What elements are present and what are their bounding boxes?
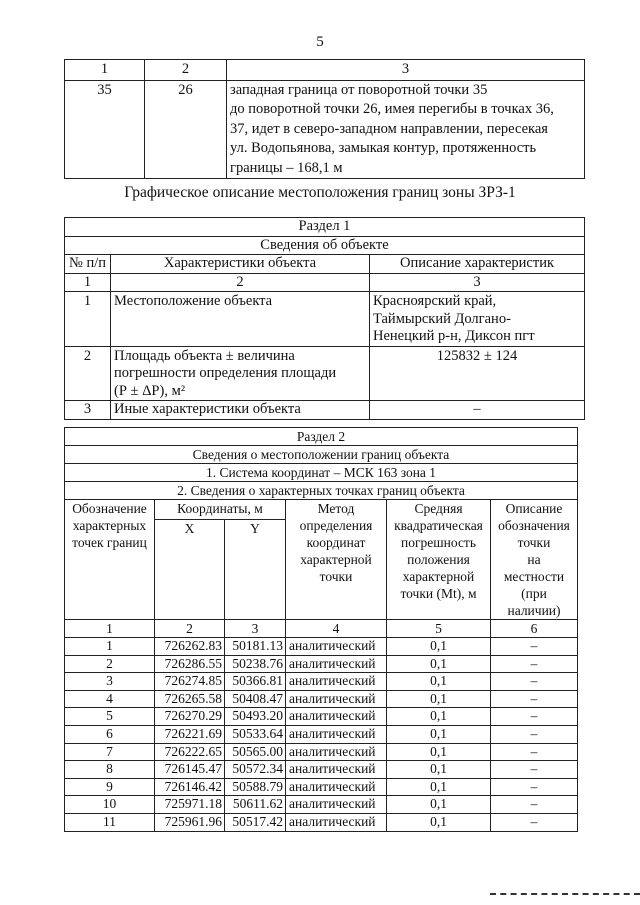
- from-point: 35: [65, 80, 145, 179]
- text-line: Площадь объекта ± величина: [114, 347, 295, 364]
- method: аналитический: [286, 796, 387, 814]
- header-line: характерной: [402, 569, 475, 584]
- boundary-description-table: [64, 59, 585, 179]
- text-line: западная граница от поворотной точки 35: [230, 81, 488, 98]
- x-coordinate: 726262.83: [155, 638, 225, 656]
- marking-description: –: [491, 725, 578, 743]
- table-row: [65, 346, 585, 401]
- point-number: 8: [65, 761, 155, 779]
- characteristic-name: [111, 346, 370, 401]
- to-point: 26: [145, 80, 227, 179]
- points-body: [65, 638, 578, 832]
- column-number: 2: [111, 273, 370, 292]
- characteristic-name: [111, 292, 370, 347]
- characteristic-name: Иные характеристики объекта: [111, 401, 370, 420]
- accuracy-value: 0,1: [387, 796, 491, 814]
- column-header: № п/п: [65, 255, 111, 274]
- table-header-row: [65, 255, 585, 274]
- accuracy-value: 0,1: [387, 743, 491, 761]
- marking-description: –: [491, 673, 578, 691]
- header-line: характерных: [72, 518, 147, 533]
- header-line: (при: [521, 586, 547, 601]
- text-line: Местоположение объекта: [114, 293, 273, 309]
- column-number: 2: [155, 620, 225, 638]
- row-number: 3: [65, 401, 111, 420]
- point-number: 6: [65, 725, 155, 743]
- header-line: наличии): [507, 603, 561, 618]
- section-subtitle: Сведения об объекте: [65, 236, 585, 255]
- row-number: 1: [65, 292, 111, 347]
- text-line: границы – 168,1 м: [230, 159, 343, 176]
- column-number: 1: [65, 60, 145, 81]
- accuracy-value: 0,1: [387, 690, 491, 708]
- table-row: [65, 655, 578, 673]
- table-row: [65, 690, 578, 708]
- table-row: [65, 638, 578, 656]
- text-line: ул. Водопьянова, замыкая контур, протяженность: [230, 140, 537, 156]
- method: аналитический: [286, 813, 387, 831]
- column-number: 3: [225, 620, 286, 638]
- marking-description: –: [491, 796, 578, 814]
- characteristic-value: [370, 292, 585, 347]
- marking-description: –: [491, 690, 578, 708]
- table-header-row: [65, 60, 585, 81]
- column-number: 1: [65, 620, 155, 638]
- table-row: [65, 743, 578, 761]
- x-coordinate: 726274.85: [155, 673, 225, 691]
- y-coordinate: 50533.64: [225, 725, 286, 743]
- header-line: квадратическая: [394, 518, 483, 533]
- x-coordinate: 726222.65: [155, 743, 225, 761]
- y-header: Y: [225, 520, 286, 620]
- text-line: погрешности определения площади: [114, 365, 337, 381]
- y-coordinate: 50366.81: [225, 673, 286, 691]
- header-line: точки (Mt), м: [400, 586, 477, 601]
- column-number: 3: [227, 60, 585, 81]
- table-row: [65, 401, 585, 420]
- point-number: 10: [65, 796, 155, 814]
- table-row: [65, 778, 578, 796]
- column-number: 2: [145, 60, 227, 81]
- column-numbers-row: [65, 273, 585, 292]
- text-line: 37, идет в северо-западном направлении, пересекая: [230, 120, 548, 137]
- method: аналитический: [286, 761, 387, 779]
- section-title: Раздел 1: [65, 218, 585, 237]
- method: аналитический: [286, 673, 387, 691]
- x-coordinate: 726270.29: [155, 708, 225, 726]
- table-header-row: [65, 500, 578, 520]
- column-number: 4: [286, 620, 387, 638]
- accuracy-value: 0,1: [387, 813, 491, 831]
- coordinate-system: 1. Система координат – МСК 163 зона 1: [65, 464, 578, 482]
- characteristic-value: 125832 ± 124: [370, 346, 585, 401]
- x-header: X: [155, 520, 225, 620]
- section1-table: [64, 217, 585, 420]
- row-number: 2: [65, 346, 111, 401]
- x-coordinate: 726146.42: [155, 778, 225, 796]
- column-numbers-row: [65, 620, 578, 638]
- point-number: 7: [65, 743, 155, 761]
- point-number: 3: [65, 673, 155, 691]
- text-line: (Р ± ΔР), м²: [114, 382, 186, 399]
- header-line: характерной: [300, 552, 372, 567]
- accuracy-value: 0,1: [387, 761, 491, 779]
- column-header: Характеристики объекта: [111, 255, 370, 274]
- x-coordinate: 726221.69: [155, 725, 225, 743]
- marking-description: –: [491, 655, 578, 673]
- accuracy-value: 0,1: [387, 708, 491, 726]
- marking-description: –: [491, 708, 578, 726]
- method: аналитический: [286, 743, 387, 761]
- column-header: Описание характеристик: [370, 255, 585, 274]
- accuracy-value: 0,1: [387, 725, 491, 743]
- header-line: точек границ: [72, 535, 147, 550]
- marking-description: –: [491, 743, 578, 761]
- method: аналитический: [286, 690, 387, 708]
- characteristic-value: –: [370, 401, 585, 420]
- text-line: Ненецкий р-н, Диксон пгт: [373, 328, 535, 344]
- coordinates-header: Координаты, м: [155, 500, 286, 520]
- marking-description: –: [491, 761, 578, 779]
- point-number: 5: [65, 708, 155, 726]
- x-coordinate: 725961.96: [155, 813, 225, 831]
- text-line: Таймырский Долгано-: [373, 310, 511, 327]
- method: аналитический: [286, 725, 387, 743]
- y-coordinate: 50238.76: [225, 655, 286, 673]
- column-number: 1: [65, 273, 111, 292]
- table-row: [65, 292, 585, 347]
- method: аналитический: [286, 708, 387, 726]
- table-row: [65, 708, 578, 726]
- y-coordinate: 50588.79: [225, 778, 286, 796]
- marking-header: [491, 500, 578, 620]
- method: аналитический: [286, 638, 387, 656]
- boundary-text: [227, 80, 585, 179]
- accuracy-value: 0,1: [387, 778, 491, 796]
- points-title: 2. Сведения о характерных точках границ объекта: [65, 482, 578, 500]
- header-line: точки: [319, 569, 353, 584]
- point-number: 11: [65, 813, 155, 831]
- header-line: координат: [306, 535, 366, 550]
- table-row: [65, 761, 578, 779]
- header-line: Описание: [505, 501, 563, 516]
- y-coordinate: 50572.34: [225, 761, 286, 779]
- point-number: 4: [65, 690, 155, 708]
- section2-table: [64, 427, 578, 832]
- section-heading: Графическое описание местоположения границ зоны ЗРЗ-1: [124, 184, 516, 201]
- marking-description: –: [491, 638, 578, 656]
- accuracy-value: 0,1: [387, 638, 491, 656]
- accuracy-header: [387, 500, 491, 620]
- header-line: Обозначение: [72, 501, 147, 516]
- header-line: Метод: [317, 501, 355, 516]
- page-number: 5: [316, 34, 324, 50]
- section-title: Раздел 2: [65, 428, 578, 446]
- header-line: Средняя: [414, 501, 463, 516]
- column-number: 5: [387, 620, 491, 638]
- y-coordinate: 50517.42: [225, 813, 286, 831]
- x-coordinate: 726265.58: [155, 690, 225, 708]
- y-coordinate: 50408.47: [225, 690, 286, 708]
- header-line: определения: [299, 518, 373, 533]
- header-line: обозначения: [498, 518, 570, 533]
- header-line: местности: [503, 569, 565, 584]
- accuracy-value: 0,1: [387, 673, 491, 691]
- y-coordinate: 50611.62: [225, 796, 286, 814]
- table-row: [65, 673, 578, 691]
- text-line: до поворотной точки 26, имея перегибы в точках 36,: [230, 101, 554, 117]
- method: аналитический: [286, 778, 387, 796]
- marking-description: –: [491, 778, 578, 796]
- marking-description: –: [491, 813, 578, 831]
- y-coordinate: 50565.00: [225, 743, 286, 761]
- y-coordinate: 50493.20: [225, 708, 286, 726]
- table-row: [65, 796, 578, 814]
- header-line: точки: [517, 535, 551, 550]
- text-line: Красноярский край,: [373, 293, 497, 309]
- table-row: [65, 813, 578, 831]
- table-row: [65, 725, 578, 743]
- x-coordinate: 726145.47: [155, 761, 225, 779]
- point-number: 1: [65, 638, 155, 656]
- column-number: 3: [370, 273, 585, 292]
- x-coordinate: 726286.55: [155, 655, 225, 673]
- table-row: [65, 80, 585, 179]
- header-line: на: [527, 552, 541, 567]
- section-subtitle: Сведения о местоположении границ объекта: [65, 446, 578, 464]
- column-number: 6: [491, 620, 578, 638]
- x-coordinate: 725971.18: [155, 796, 225, 814]
- y-coordinate: 50181.13: [225, 638, 286, 656]
- accuracy-value: 0,1: [387, 655, 491, 673]
- header-line: положения: [407, 552, 470, 567]
- designation-header: [65, 500, 155, 620]
- method: аналитический: [286, 655, 387, 673]
- point-number: 2: [65, 655, 155, 673]
- header-line: погрешность: [400, 535, 476, 550]
- point-number: 9: [65, 778, 155, 796]
- method-header: [286, 500, 387, 620]
- footer-divider: [490, 893, 640, 895]
